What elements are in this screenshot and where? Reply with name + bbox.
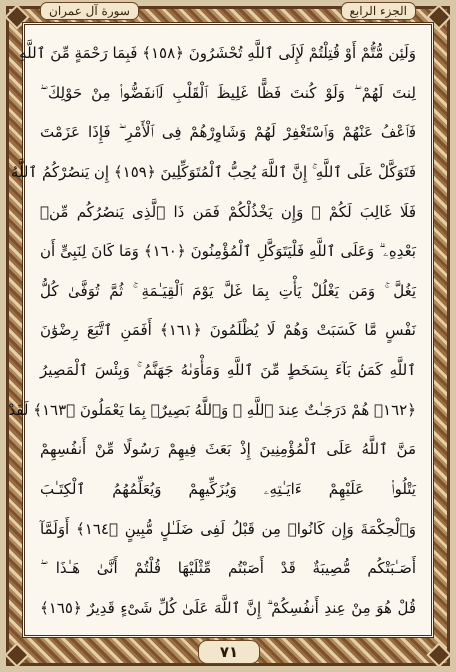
- verse-text: [8, 38, 417, 624]
- text-line: فَٱعْفُ عَنْهُمْ وَٱسْتَغْفِرْ لَهُمْ وَشَاوِرْهُمْ فِى ٱلْأَمْرِ ۖ فَإِذَا عَزَمْتَ: [40, 123, 416, 142]
- text-line: قُلْ هُوَ مِنْ عِندِ أَنفُسِكُمْ ۗ إِنَّ ٱللَّهَ عَلَىٰ كُلِّ شَىْءٍ قَدِيرٌ ﴿١٦٥﴾: [40, 598, 416, 617]
- surah-name: سورة آل عمران: [40, 2, 139, 20]
- text-line: يَغُلَّ ۚ وَمَن يَغْلُلْ يَأْتِ بِمَا غَلَّ يَوْمَ ٱلْقِيَـٰمَةِ ۚ ثُمَّ تُوَفَّىٰ كُلُّ: [40, 281, 416, 300]
- text-line: نَفْسٍ مَّا كَسَبَتْ وَهُمْ لَا يُظْلَمُونَ ﴿١٦١﴾ أَفَمَنِ ٱتَّبَعَ رِضْوَٰنَ: [40, 321, 416, 340]
- text-line: يَتْلُوا۟ عَلَيْهِمْ ءَايَـٰتِهِۦ وَيُزَكِّيهِمْ وَيُعَلِّمُهُمُ ٱلْكِتَـٰبَ: [40, 480, 416, 499]
- text-line: مَنَّ ٱللَّهُ عَلَى ٱلْمُؤْمِنِينَ إِذْ بَعَثَ فِيهِمْ رَسُولًا مِّنْ أَنفُسِهِمْ: [40, 440, 416, 459]
- text-line: أَصَـٰبَتْكُم مُّصِيبَةٌ قَدْ أَصَبْتُم مِّثْلَيْهَا قُلْتُمْ أَنَّىٰ هَـٰذَا ۖ: [40, 559, 416, 578]
- text-line: بَعْدِهِۦ ۗ وَعَلَى ٱللَّهِ فَلْيَتَوَكَّلِ ٱلْمُؤْمِنُونَ ﴿١٦٠﴾ وَمَا كَانَ لِنَبِىٍّ أَن: [40, 242, 416, 261]
- text-line: وَٱلْحِكْمَةَ وَإِن كَانُوا۟ مِن قَبْلُ لَفِى ضَلَـٰلٍ مُّبِينٍ ﴿١٦٤﴾ أَوَلَمَّآ: [40, 519, 417, 538]
- text-line: لِنتَ لَهُمْ ۖ وَلَوْ كُنتَ فَظًّا غَلِيظَ ٱلْقَلْبِ لَٱنفَضُّوا۟ مِنْ حَوْلِكَ ۖ: [40, 83, 416, 102]
- page-number: ٧١: [198, 640, 260, 664]
- juz-name: الجزء الرابع: [341, 2, 417, 20]
- text-line: فَلَا غَالِبَ لَكُمْ ۖ وَإِن يَخْذُلْكُمْ فَمَن ذَا ٱلَّذِى يَنصُرُكُم مِّنۢ: [40, 202, 416, 221]
- text-line: فَتَوَكَّلْ عَلَى ٱللَّهِ ۚ إِنَّ ٱللَّهَ يُحِبُّ ٱلْمُتَوَكِّلِينَ ﴿١٥٩﴾ إِن يَنصُرْكُمُ ٱللَّهُ: [10, 162, 416, 181]
- page-header: [22, 0, 434, 22]
- text-line: ﴿١٦٢﴾ هُمْ دَرَجَـٰتٌ عِندَ ٱللَّهِ ۗ وَٱللَّهُ بَصِيرٌۢ بِمَا يَعْمَلُونَ ﴿١٦٣﴾ لَقَدْ: [8, 400, 416, 419]
- text-line: وَلَئِن مُّتُّمْ أَوْ قُتِلْتُمْ لَإِلَى ٱللَّهِ تُحْشَرُونَ ﴿١٥٨﴾ فَبِمَا رَحْمَةٍ مِّنَ ٱللَّهِ: [19, 44, 416, 62]
- text-line: ٱللَّهِ كَمَنۢ بَآءَ بِسَخَطٍ مِّنَ ٱللَّهِ وَمَأْوَىٰهُ جَهَنَّمُ ۚ وَبِئْسَ ٱلْمَصِيرُ: [40, 361, 416, 380]
